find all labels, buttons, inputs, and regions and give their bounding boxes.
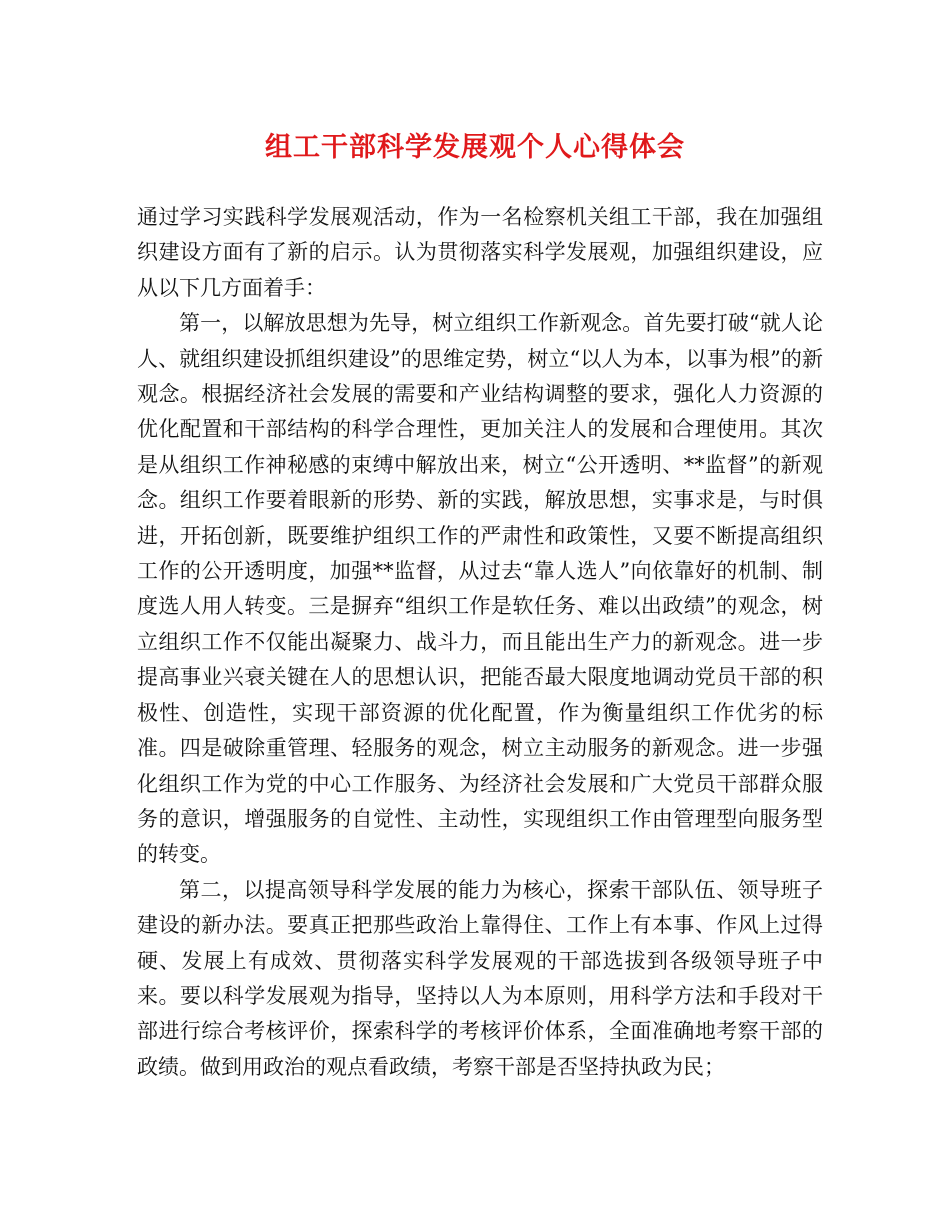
paragraph-intro: 通过学习实践科学发展观活动，作为一名检察机关组工干部，我在加强组织建设方面有了新的启示。认为贯彻落实科学发展观，加强组织建设，应从以下几方面着手： [137, 205, 823, 300]
paragraph-first-point: 第一，以解放思想为先导，树立组织工作新观念。首先要打破“就人论人、就组织建设抓组织建设”的思维定势，树立“以人为本，以事为根”的新观念。根据经济社会发展的需要和产业结构调整的要求，强化人力资源的优化配置和干部结构的科学合理性，更加关注人的发展和合理使用。其次是从组织工作神秘感的束缚中解放出来，树立“公开透明、**监督”的新观念。组织工作要着眼新的形势、新的实践，解放思想，实事求是，与时俱进，开拓创新，既要维护组织工作的严肃性和政策性，又要不断提高组织工作的公开透明度，加强**监督，从过去“靠人选人”向依靠好的机制、制度选人用人转变。三是摒弃“组织工作是软任务、难以出政绩”的观念，树立组织工作不仅能出凝聚力、战斗力，而且能出生产力的新观念。进一步提高事业兴衰关键在人的思想认识，把能否最大限度地调动党员干部的积极性、创造性，实现干部资源的优化配置，作为衡量组织工作优劣的标准。四是破除重管理、轻服务的观念，树立主动服务的新观念。进一步强化组织工作为党的中心工作服务、为经济社会发展和广大党员干部群众服务的意识，增强服务的自觉性、主动性，实现组织工作由管理型向服务型的转变。 [137, 311, 823, 867]
paragraph-second-point: 第二，以提高领导科学发展的能力为核心，探索干部队伍、领导班子建设的新办法。要真正把那些政治上靠得住、工作上有本事、作风上过得硬、发展上有成效、贯彻落实科学发展观的干部选拔到各级领导班子中来。要以科学发展观为指导，坚持以人为本原则，用科学方法和手段对干部进行综合考核评价，探索科学的考核评价体系，全面准确地考察干部的政绩。做到用政治的观点看政绩，考察干部是否坚持执政为民； [137, 877, 823, 1079]
document-body [137, 200, 823, 1085]
document-title: 组工干部科学发展观个人心得体会 [265, 132, 685, 163]
